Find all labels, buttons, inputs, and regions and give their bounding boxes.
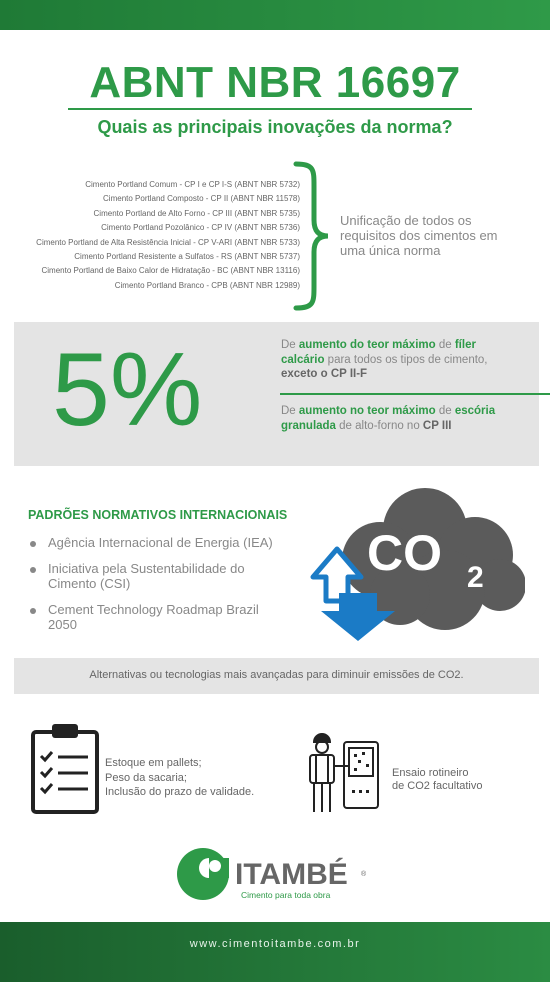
co2-subscript: 2 [467, 561, 484, 594]
stock-line: Peso da sacaria; [105, 771, 187, 784]
list-item: Cimento Portland Resistente a Sulfatos - RS (ABNT NBR 5737) [74, 252, 300, 262]
slag-increase-text: De aumento no teor máximo de escória granulada de alto-forno no CP III [281, 405, 496, 432]
alternatives-text: Alternativas ou tecnologias mais avançadas para diminuir emissões de CO2. [89, 669, 464, 681]
list-item: Cimento Portland Comum - CP I e CP I-S (ABNT NBR 5732) [85, 180, 300, 189]
list-item: Cement Technology Roadmap Brazil 2050 [30, 602, 290, 632]
stock-line: Estoque em pallets; [105, 757, 202, 769]
co2-test-text: Ensaio rotineiro de CO2 facultativo [392, 767, 483, 792]
co2-cloud-icon [305, 485, 525, 645]
top-banner [0, 0, 550, 30]
bullet-icon [30, 541, 36, 547]
bullet-icon [30, 567, 36, 573]
intl-standards-list [30, 535, 290, 643]
intl-standards-title: PADRÕES NORMATIVOS INTERNACIONAIS [28, 508, 288, 522]
list-item: Cimento Portland Pozolânico - CP IV (ABNT NBR 5736) [101, 223, 300, 233]
svg-text:ITAMBÉ: ITAMBÉ [235, 858, 348, 891]
percent-value: 5% [52, 332, 203, 448]
list-item: Cimento Portland de Baixo Calor de Hidratação - BC (ABNT NBR 13116) [41, 266, 300, 276]
list-item: Iniciativa pela Sustentabilidade do Cimento (CSI) [30, 561, 290, 591]
worker-machine-icon [302, 728, 382, 814]
svg-text:Cimento para toda obra: Cimento para toda obra [241, 890, 331, 900]
itambe-logo [175, 846, 375, 902]
website-link[interactable]: www.cimentoitambe.com.br [189, 938, 361, 950]
bullet-icon [30, 608, 36, 614]
page-title: ABNT NBR 16697 [89, 58, 461, 107]
stock-line: Inclusão do prazo de validade. [105, 786, 255, 798]
clipboard-checklist-icon [30, 722, 100, 814]
filler-increase-text: De aumento do teor máximo de fíler calcário para todos os tipos de cimento, exceto o CP II-F [281, 339, 488, 380]
title-divider [68, 108, 472, 110]
svg-text:®: ® [361, 871, 367, 878]
list-item: Agência Internacional de Energia (IEA) [30, 535, 290, 550]
list-item: Cimento Portland de Alta Resistência Inicial - CP V-ARI (ABNT NBR 5733) [36, 237, 300, 247]
unification-text: Unificação de todos os requisitos dos cimentos em uma única norma [340, 213, 498, 258]
co2-label: CO [367, 525, 442, 581]
list-item: Cimento Portland de Alto Forno - CP III (ABNT NBR 5735) [93, 208, 300, 218]
curly-brace-icon [292, 160, 332, 312]
footer-bar [0, 922, 550, 982]
page-subtitle: Quais as principais inovações da norma? [97, 117, 453, 137]
list-item: Cimento Portland Composto - CP II (ABNT NBR 11578) [103, 194, 300, 204]
panel-divider [280, 393, 550, 395]
stock-requirements [105, 756, 254, 800]
list-item: Cimento Portland Branco - CPB (ABNT NBR 12989) [114, 280, 300, 290]
cement-types-list [36, 178, 300, 293]
